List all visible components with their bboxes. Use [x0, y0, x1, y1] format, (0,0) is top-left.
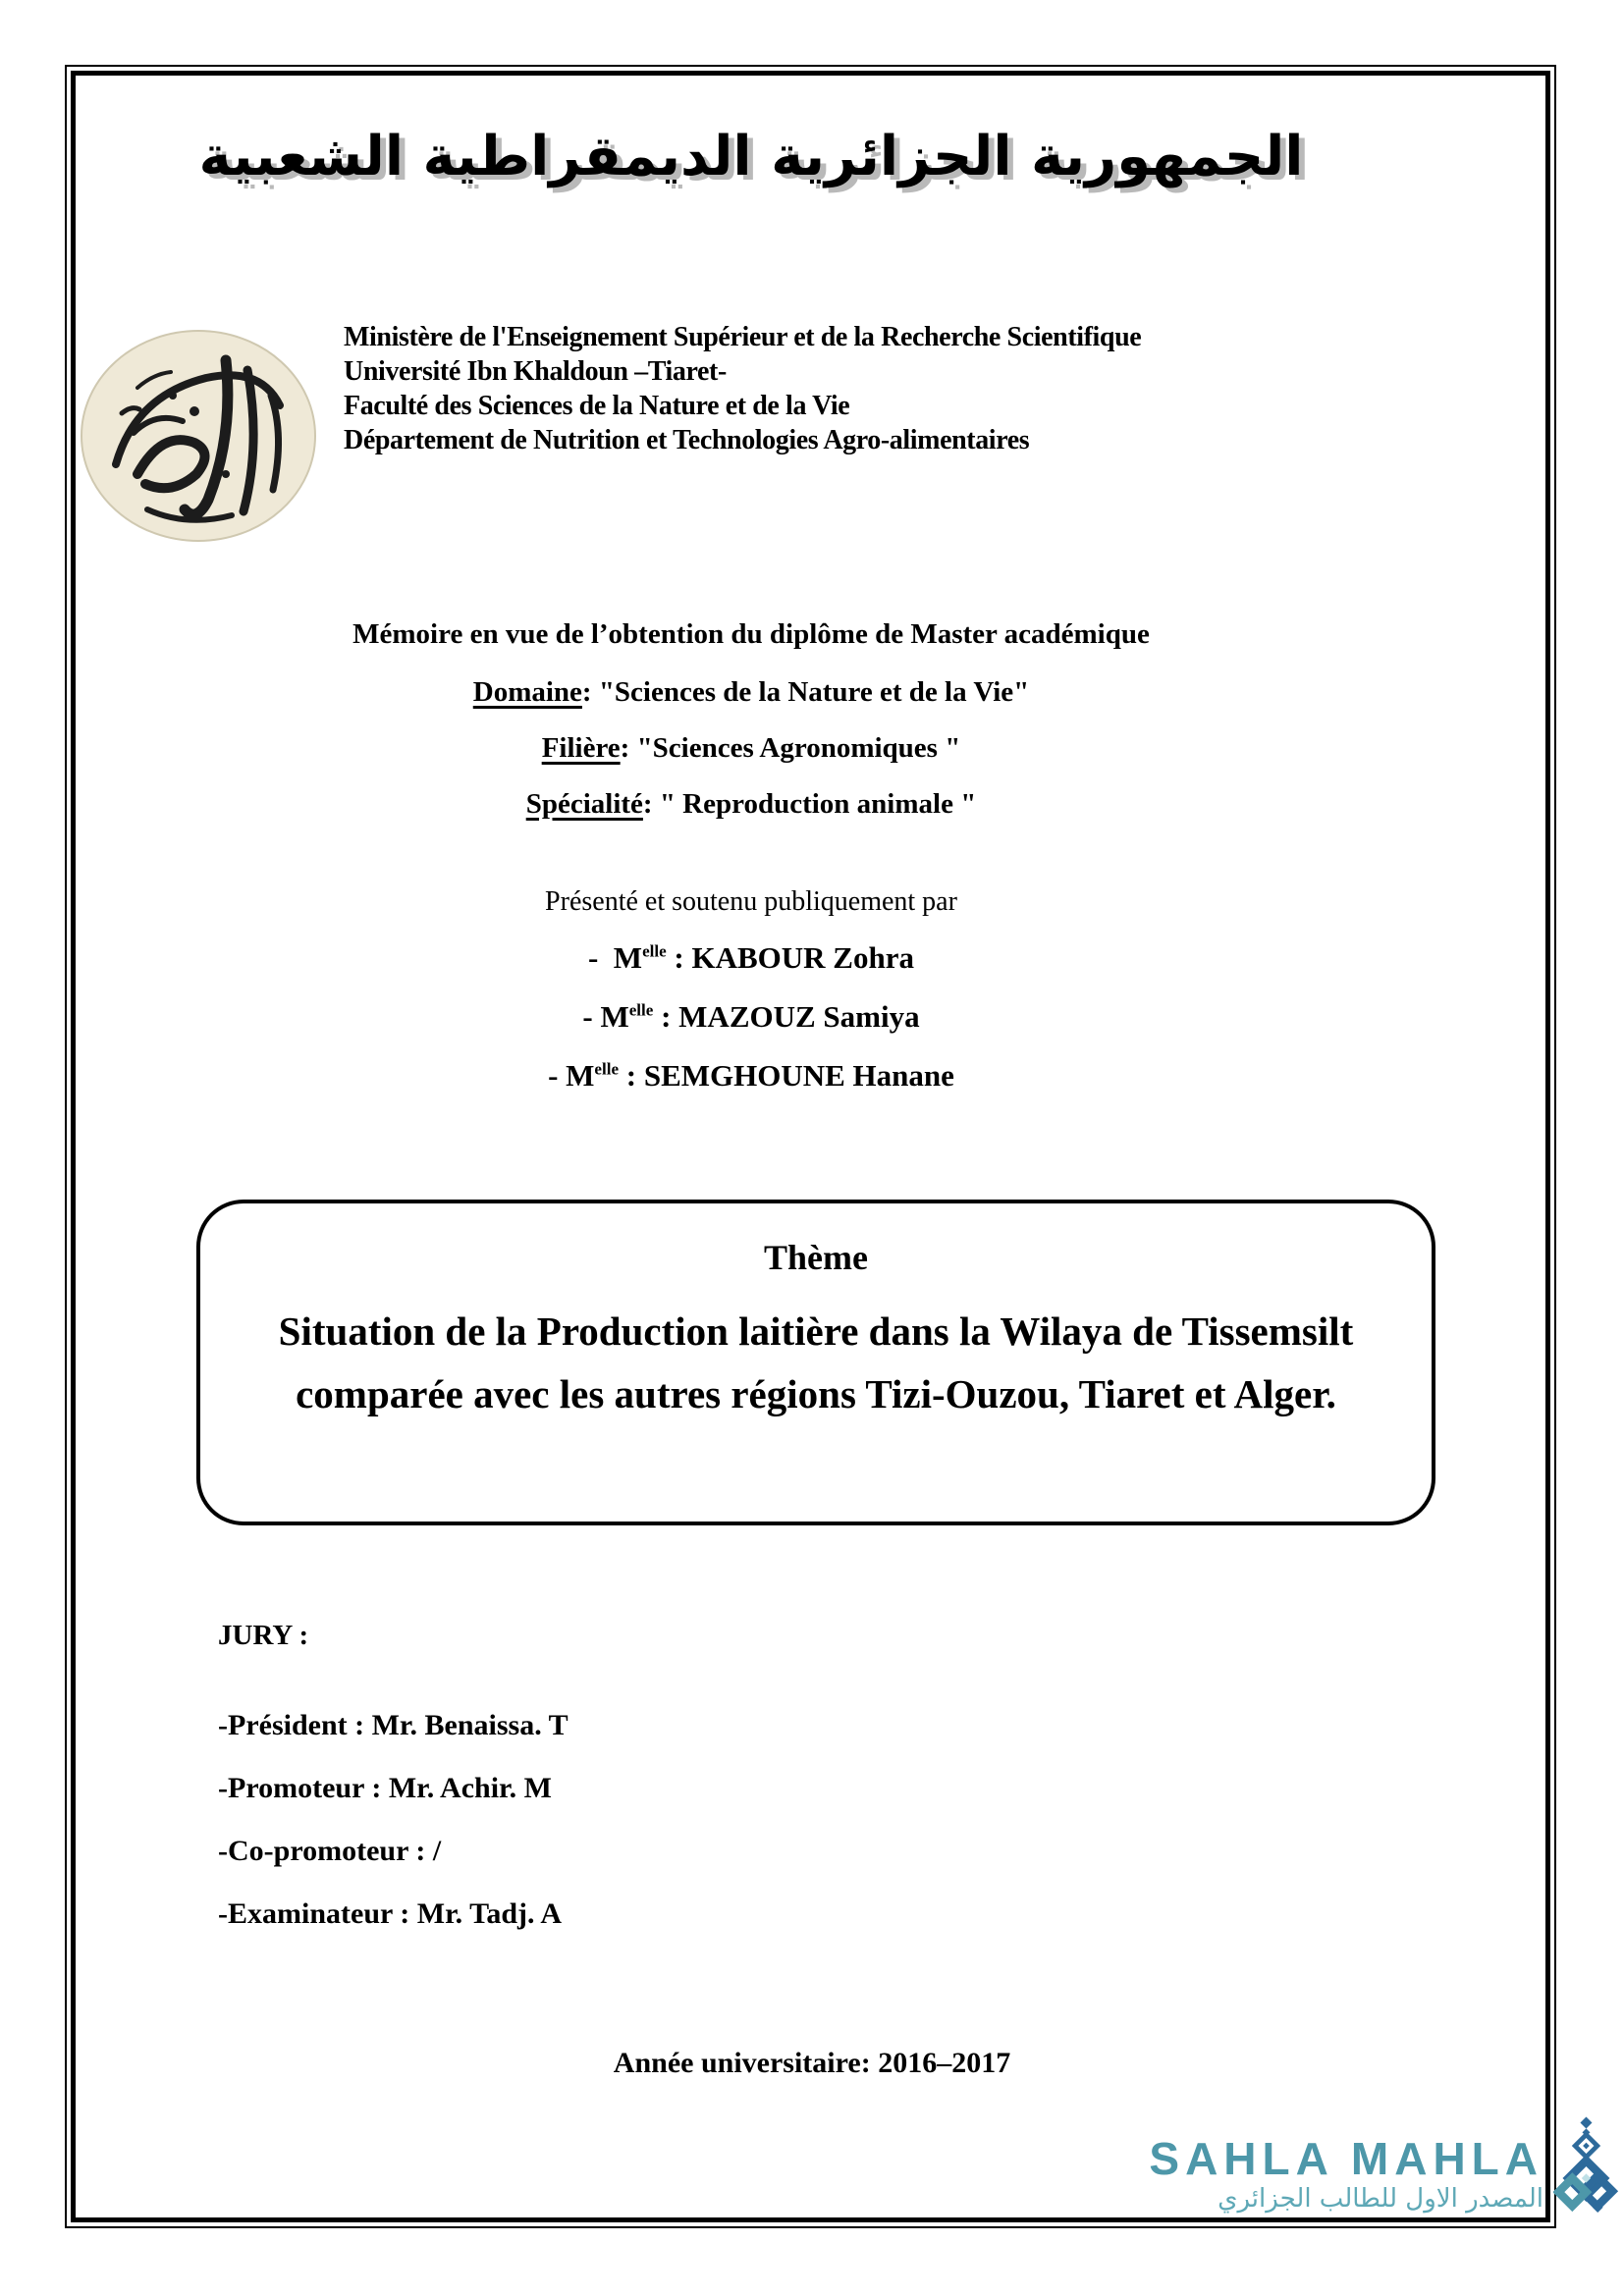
author-name: - $M^{elle}$ : MAZOUZ Samiya	[582, 999, 920, 1034]
faculty-line: Faculté des Sciences de la Nature et de la Vie	[344, 391, 850, 421]
jury-promoteur: -Promoteur : Mr. Achir. M	[218, 1772, 552, 1804]
theme-box	[196, 1200, 1435, 1525]
jury-examinateur: -Examinateur : Mr. Tadj. A	[218, 1897, 563, 1930]
watermark-tagline: المصدر الاول للطالب الجزائري	[1218, 2184, 1543, 2214]
authors-block	[98, 886, 1404, 1118]
degree-specialite	[98, 789, 1404, 820]
thesis-title: Situation de la Production laitière dans la Wilaya de Tissemsilt comparée avec les autres régions Tizi-Ouzou, Tiaret et Alger.	[278, 1308, 1354, 1416]
jury-heading: JURY :	[218, 1620, 309, 1651]
filiere-value: : "Sciences Agronomiques "	[620, 732, 961, 764]
presented-intro: Présenté et soutenu publiquement par	[545, 886, 957, 917]
theme-heading: Thème	[764, 1238, 868, 1277]
degree-block	[98, 618, 1404, 845]
degree-filiere	[98, 733, 1404, 764]
author-name: - $M^{elle}$ : SEMGHOUNE Hanane	[548, 1058, 954, 1093]
filiere-label: Filière	[541, 732, 621, 764]
watermark	[1015, 2106, 1624, 2292]
author-name: - $M^{elle}$ : KABOUR Zohra	[587, 940, 914, 975]
domaine-value: : "Sciences de la Nature et de la Vie"	[581, 676, 1030, 708]
domaine-label: Domaine	[472, 676, 582, 708]
jury-co-promoteur: -Co-promoteur : /	[218, 1835, 442, 1867]
specialite-label: Spécialité	[525, 788, 643, 820]
academic-year: Année universitaire: 2016–2017	[613, 2047, 1011, 2079]
jury-block	[218, 1620, 1298, 1960]
university-line: Université Ibn Khaldoun –Tiaret-	[344, 356, 727, 387]
watermark-brand: SAHLA MAHLA	[1149, 2133, 1543, 2184]
degree-domaine	[98, 677, 1404, 708]
department-line: Département de Nutrition et Technologies Agro-alimentaires	[344, 425, 1030, 455]
degree-intro: Mémoire en vue de l’obtention du diplôme de Master académique	[352, 618, 1150, 650]
jury-president: -Président : Mr. Benaissa. T	[218, 1709, 568, 1741]
arabic-republic-title: الجمهورية الجزائرية الديمقراطية الشعبية	[198, 125, 1304, 188]
watermark-text	[1149, 2135, 1543, 2214]
ministry-line: Ministère de l'Enseignement Supérieur et de la Recherche Scientifique	[344, 322, 1142, 352]
institution-block	[344, 320, 1141, 457]
sahla-mahla-logo	[1553, 2115, 1618, 2225]
university-ibn-khaldoun-seal-logo	[79, 327, 318, 545]
specialite-value: : " Reproduction animale "	[642, 788, 977, 820]
